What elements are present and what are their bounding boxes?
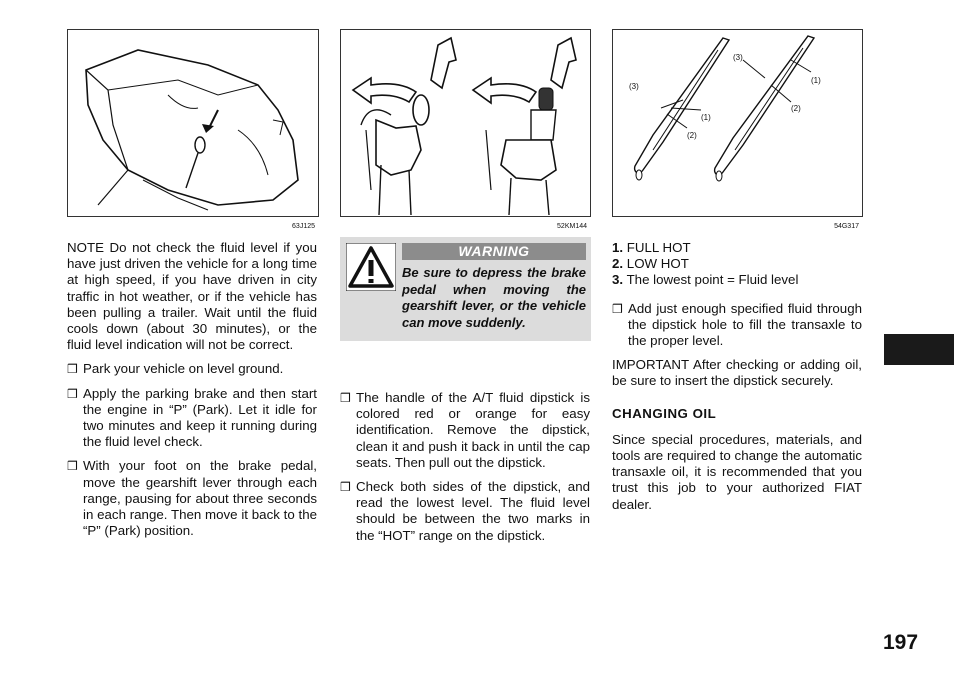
changing-oil-paragraph: Since special procedures, materials, and tools are required to change the automatic transaxle oil, it is recommended that you trust this job to your authorized FIAT dealer. — [612, 431, 862, 512]
list-item: ❒ With your foot on the brake pedal, move the gearshift lever through each range, pausing for about three seconds in each range. Then move it back to the “P” (Park) position. — [67, 458, 317, 539]
checkbox-bullet-icon: ❒ — [340, 391, 351, 405]
transaxle-illustration — [68, 30, 318, 216]
level-label: (1) — [811, 76, 821, 85]
level-label: (3) — [733, 53, 743, 62]
list-item: ❒ The handle of the A/T fluid dipstick is colored red or orange for easy identification. Remove the dipstick, clean it and push it back in until the cap seats. Then pull out the dipstick. — [340, 390, 590, 470]
list-item: ❒ Add just enough specified fluid through the dipstick hole to fill the transaxle to the proper level. — [612, 300, 862, 349]
section-heading: CHANGING OIL — [612, 405, 717, 421]
legend-item: 2. LOW HOT — [612, 256, 689, 272]
checkbox-bullet-icon: ❒ — [67, 459, 78, 474]
important-paragraph: IMPORTANT After checking or adding oil, be sure to insert the dipstick securely. — [612, 357, 862, 389]
figure-dipstick-levels — [612, 29, 863, 230]
checkbox-bullet-icon: ❒ — [612, 301, 623, 316]
list-item: ❒ Apply the parking brake and then start the engine in “P” (Park). Let it idle for two minutes and keep it running during the fluid level check. — [67, 385, 317, 450]
list-item: ❒ Check both sides of the dipstick, and read the lowest level. The fluid level should be between the two marks in the “HOT” range on the dipstick. — [340, 479, 590, 543]
dipstick-removal-illustration — [341, 30, 590, 216]
section-tab — [884, 334, 954, 365]
legend-item: 3. The lowest point = Fluid level — [612, 272, 799, 288]
warning-title: WARNING — [402, 243, 586, 260]
figure-code: 63J125 — [292, 223, 315, 230]
left-column — [67, 240, 317, 547]
legend-item: 1. FULL HOT — [612, 240, 691, 255]
warning-text: Be sure to depress the brake pedal when moving the gearshift lever, or the vehicle can move suddenly. — [402, 265, 586, 330]
checkbox-bullet-icon: ❒ — [340, 480, 351, 495]
legend-list — [612, 240, 862, 289]
level-label: (3) — [629, 82, 639, 91]
level-label: (2) — [687, 131, 697, 140]
dipstick-levels-illustration — [613, 30, 862, 216]
level-label: (2) — [791, 104, 801, 113]
checkbox-bullet-icon: ❒ — [67, 362, 78, 377]
list-item: ❒ Park your vehicle on level ground. — [67, 361, 284, 377]
middle-column — [340, 390, 590, 552]
checkbox-bullet-icon: ❒ — [67, 386, 78, 401]
warning-box — [340, 237, 591, 341]
page-number: 197 — [883, 631, 919, 654]
figure-code: 54G317 — [834, 223, 859, 230]
figure-code: 52KM144 — [557, 223, 587, 230]
level-label: (1) — [701, 113, 711, 122]
figure-transaxle — [67, 29, 319, 230]
note-paragraph: NOTE Do not check the fluid level if you have just driven the vehicle for a long time at high speed, if you have driven in city traffic in hot weather, or if the vehicle has been pulling a trailer. Wait until the fluid cools down (about 30 minutes), or the fluid level indication will not be correct. — [67, 240, 317, 353]
figure-dipstick-removal — [340, 29, 591, 230]
right-column — [612, 240, 862, 521]
